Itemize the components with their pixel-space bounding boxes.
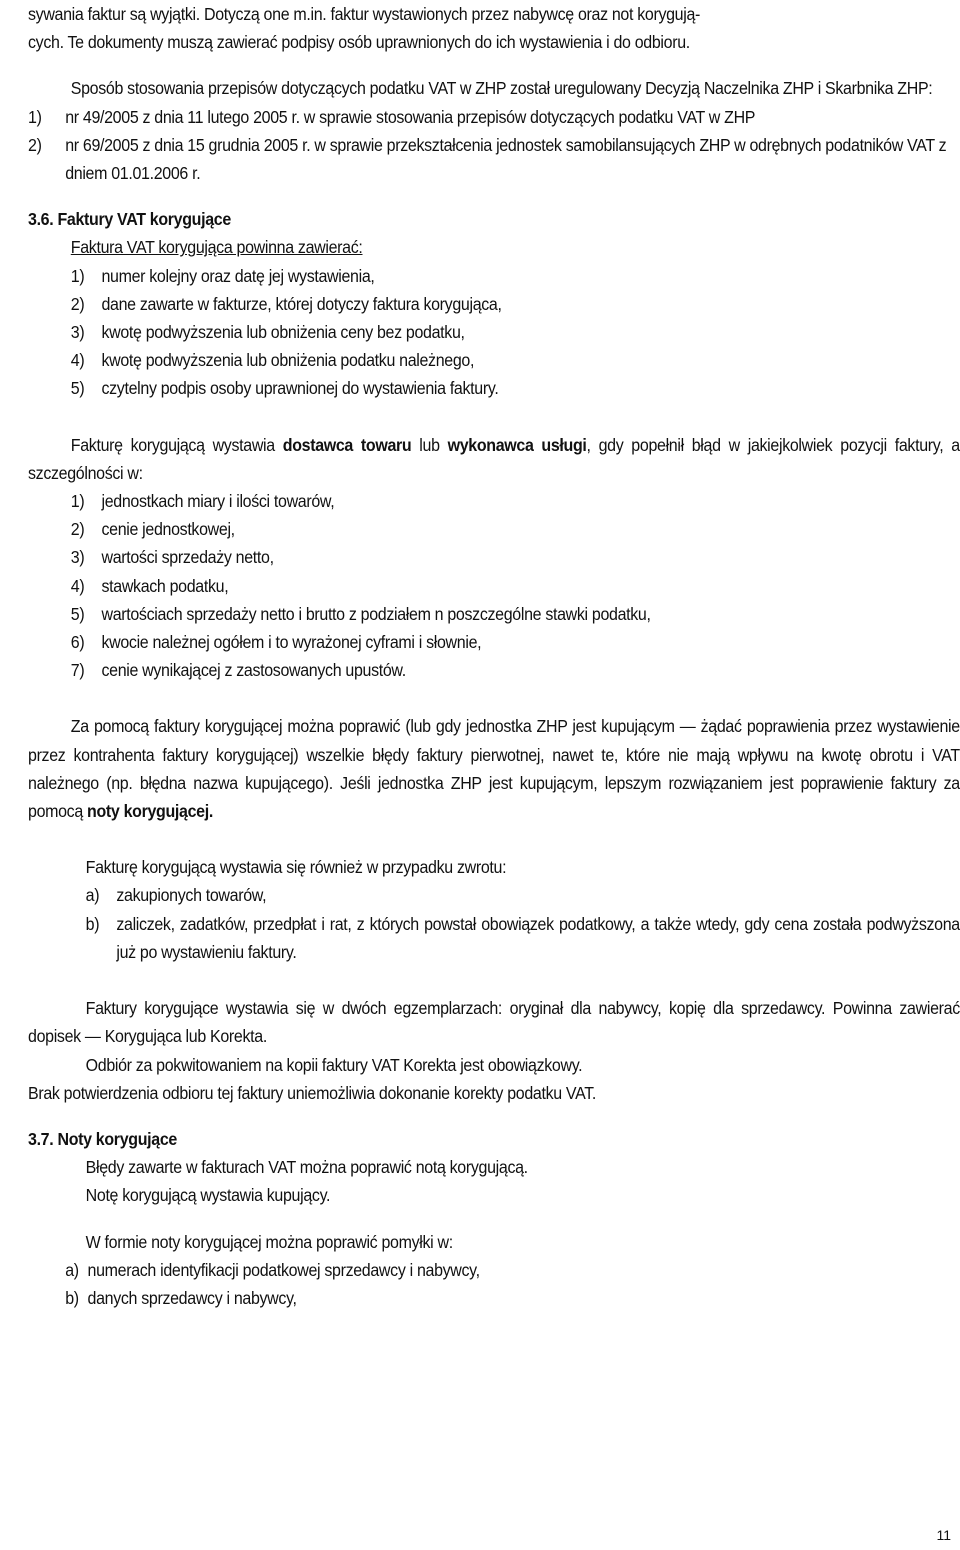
list-text: nr 49/2005 z dnia 11 lutego 2005 r. w sprawie stosowania przepisów dotyczących podatku VAT w ZHP — [65, 106, 756, 127]
list-item — [71, 656, 960, 684]
list-text: stawkach podatku, — [101, 575, 229, 596]
list-number: 5) — [70, 378, 85, 399]
page-number: 11 — [936, 1527, 951, 1543]
document-page — [28, 0, 960, 1312]
notes-lead: W formie noty korygującej można poprawić pomyłki w: — [85, 1231, 453, 1252]
list-number: 6) — [70, 632, 85, 653]
list-number: 1) — [70, 491, 85, 512]
intro-line-1: sywania faktur są wyjątki. Dotyczą one m.in. faktur wystawionych przez nabywcę oraz not korygują- — [28, 4, 701, 24]
list-number: 7) — [70, 660, 85, 681]
list-item — [71, 262, 960, 290]
list-number: 5) — [70, 603, 85, 624]
section-3-6-lead: Faktura VAT korygująca powinna zawierać: — [70, 237, 363, 258]
list-number: a) — [65, 1259, 79, 1280]
return-cases-list — [86, 881, 960, 966]
list-number: 3) — [70, 322, 85, 343]
list-number: 2) — [70, 519, 85, 540]
list-item — [71, 572, 960, 600]
list-text: zakupionych towarów, — [116, 885, 267, 906]
list-text: dane zawarte w fakturze, której dotyczy faktura korygująca, — [101, 293, 502, 314]
list-text: kwotę podwyższenia lub obniżenia ceny bez podatku, — [101, 322, 465, 343]
list-text: nr 69/2005 z dnia 15 grudnia 2005 r. w sprawie przekształcenia jednostek samobilansujących ZHP w odrębnych podatników VAT z dniem 01.01.2006 r. — [65, 134, 947, 184]
list-text: cenie wynikającej z zastosowanych upustów. — [101, 660, 406, 681]
list-item — [71, 543, 960, 571]
list-text: cenie jednostkowej, — [101, 519, 235, 540]
list-number: 3) — [70, 547, 85, 568]
intro-line-2: cych. Te dokumenty muszą zawierać podpisy osób uprawnionych do ich wystawienia i do odbioru. — [28, 32, 690, 53]
list-item — [86, 881, 960, 909]
list-item — [71, 318, 960, 346]
list-item — [71, 600, 960, 628]
list-text: numer kolejny oraz datę jej wystawienia, — [101, 265, 375, 286]
list-number: 1) — [28, 106, 42, 127]
error-positions-list — [71, 487, 960, 684]
correction-scope-paragraph: Za pomocą faktury korygującej można poprawić (lub gdy jednostka ZHP jest kupującym — żądać poprawienia przez wystawienie przez kontrahenta faktury korygującej) wszelkie błędy faktury pierwotnej, nawet te, które nie mają wpływu na kwotę obrotu i VAT należnego (np. błędna nazwa kupującego). Jeśli jednostka ZHP jest kupującym, lepszym rozwiązaniem jest poprawienie faktury za pomocą noty korygującej. — [28, 716, 960, 822]
who-issues-paragraph: Fakturę korygującą wystawia dostawca towaru lub wykonawca usługi, gdy popełnił błąd w jakiejkolwiek pozycji faktury, a szczególności w: — [28, 434, 960, 483]
list-text: numerach identyfikacji podatkowej sprzedawcy i nabywcy, — [87, 1259, 480, 1280]
list-text: wartościach sprzedaży netto i brutto z podziałem n poszczególne stawki podatku, — [101, 603, 651, 624]
zhp-lead-paragraph: Sposób stosowania przepisów dotyczących podatku VAT w ZHP został uregulowany Decyzją Naczelnika ZHP i Skarbnika ZHP: — [70, 78, 933, 99]
note-corrections-list — [65, 1256, 960, 1312]
list-item — [71, 515, 960, 543]
list-item — [65, 1256, 960, 1284]
list-number: 2) — [70, 293, 85, 314]
no-confirmation-paragraph: Brak potwierdzenia odbioru tej faktury uniemożliwia dokonanie korekty podatku VAT. — [28, 1082, 597, 1103]
section-3-6-heading: 3.6. Faktury VAT korygujące — [28, 209, 231, 230]
list-text: zaliczek, zadatków, przedpłat i rat, z których powstał obowiązek podatkowy, a także wtedy, gdy cena została podwyższona już po wystawieniu faktury. — [116, 913, 960, 962]
list-text: kwotę podwyższenia lub obniżenia podatku należnego, — [101, 350, 475, 371]
list-item — [71, 487, 960, 515]
copies-paragraph: Faktury korygujące wystawia się w dwóch egzemplarzach: oryginał dla nabywcy, kopię dla sprzedawcy. Powinna zawierać dopisek — Korygująca lub Korekta. — [28, 998, 960, 1047]
list-text: kwocie należnej ogółem i to wyrażonej cyframi i słownie, — [101, 632, 482, 653]
correction-invoice-contents-list — [71, 262, 960, 403]
section-3-7-heading: 3.7. Noty korygujące — [28, 1128, 177, 1149]
list-text: danych sprzedawcy i nabywcy, — [87, 1287, 297, 1308]
list-text: jednostkach miary i ilości towarów, — [101, 491, 335, 512]
list-item — [86, 910, 960, 966]
list-number: 4) — [70, 575, 85, 596]
list-item — [71, 628, 960, 656]
list-number: 2) — [28, 134, 42, 155]
list-number: 4) — [70, 350, 85, 371]
zhp-decision-list — [28, 103, 960, 188]
list-item — [71, 290, 960, 318]
list-item — [28, 131, 960, 187]
list-text: czytelny podpis osoby uprawnionej do wystawienia faktury. — [101, 378, 499, 399]
list-number: b) — [85, 913, 100, 934]
list-item — [28, 103, 960, 131]
list-text: wartości sprzedaży netto, — [101, 547, 274, 568]
list-item — [71, 346, 960, 374]
list-number: a) — [85, 885, 100, 906]
list-number: 1) — [70, 265, 85, 286]
return-lead: Fakturę korygującą wystawia się również w przypadku zwrotu: — [85, 857, 507, 878]
list-item — [65, 1284, 960, 1312]
receipt-paragraph: Odbiór za pokwitowaniem na kopii faktury VAT Korekta jest obowiązkowy. — [85, 1054, 583, 1075]
notes-line-2: Notę korygującą wystawia kupujący. — [85, 1185, 331, 1206]
notes-line-1: Błędy zawarte w fakturach VAT można poprawić notą korygującą. — [85, 1157, 528, 1178]
list-item — [71, 374, 960, 402]
list-number: b) — [65, 1287, 79, 1308]
